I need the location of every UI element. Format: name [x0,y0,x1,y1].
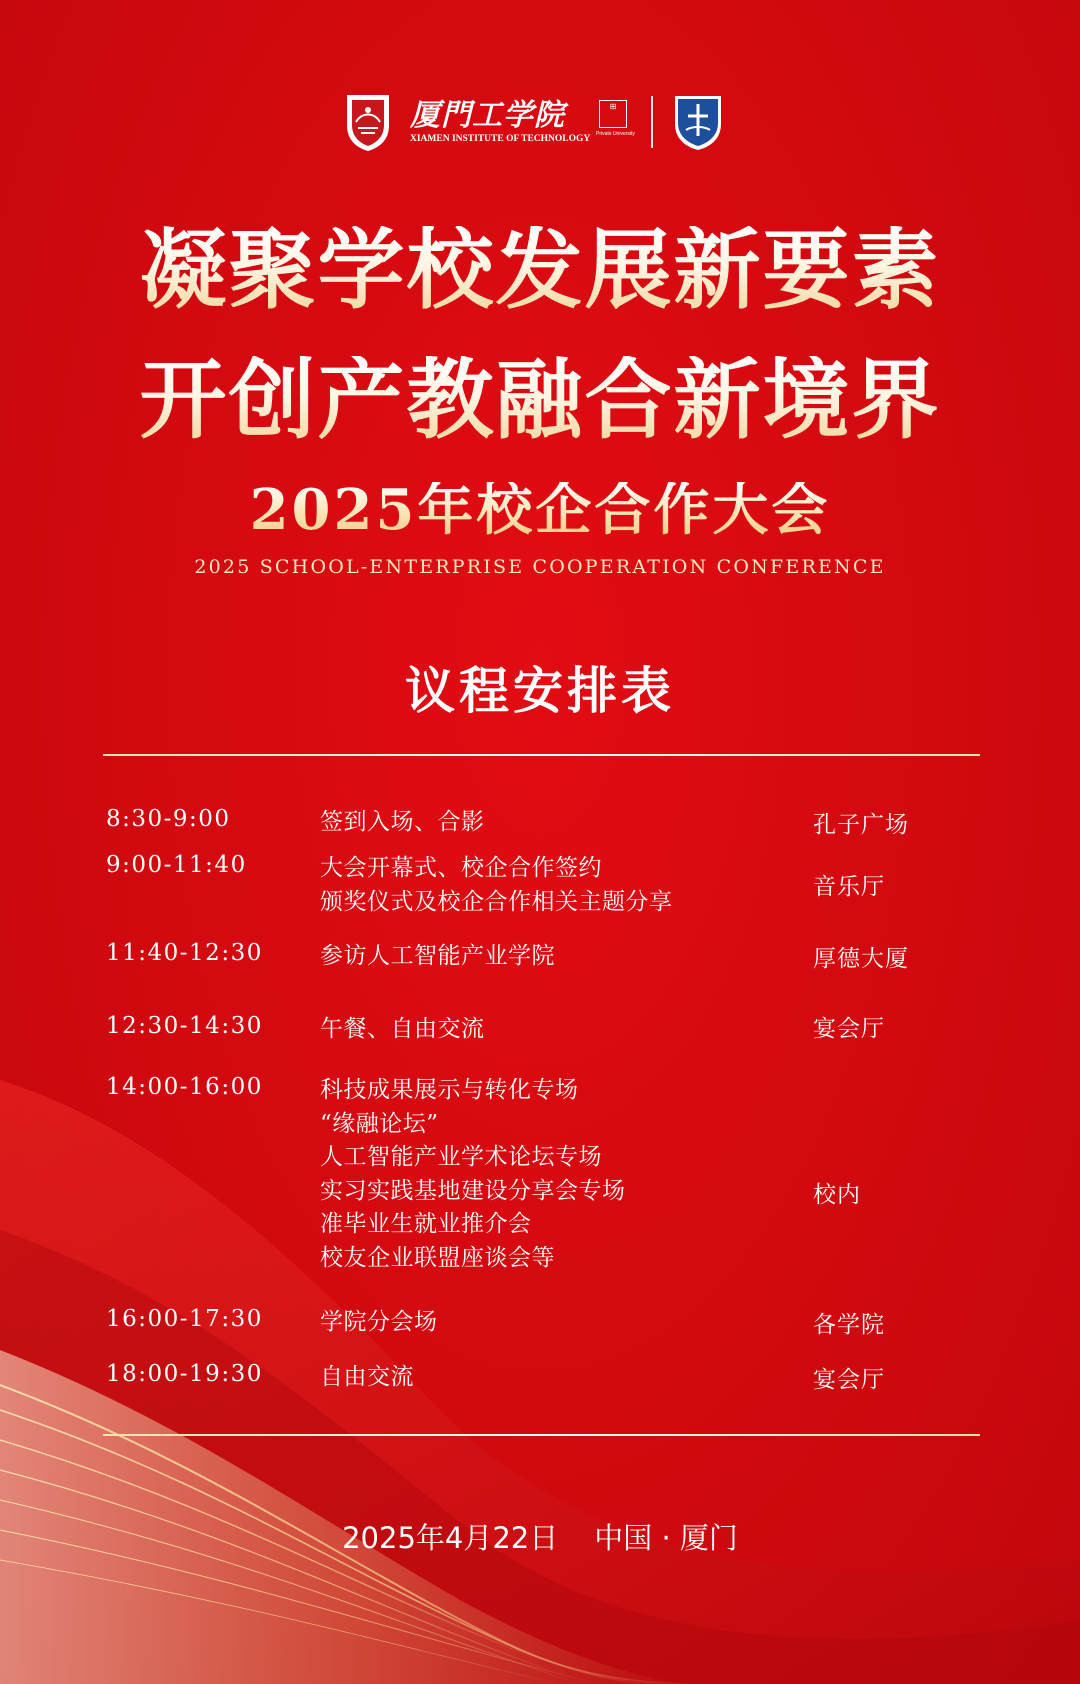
agenda-venue: 厚德大厦 [813,946,909,972]
school-emblem-icon [344,92,392,152]
agenda-time: 8:30-9:00 [106,806,231,832]
school-name-en: XIAMEN INSTITUTE OF TECHNOLOGY [410,134,591,144]
agenda-items [320,1306,438,1340]
agenda-venue: 音乐厅 [813,874,885,900]
agenda-items [320,1013,485,1047]
agenda-venue: 孔子广场 [813,812,909,838]
agenda-item: 自由交流 [320,1364,414,1390]
agenda-item: 大会开幕式、校企合作签约 [320,855,602,881]
agenda-venue: 校内 [813,1182,861,1208]
agenda-venue: 宴会厅 [813,1367,885,1393]
agenda-top-divider [103,754,980,756]
agenda-item: 人工智能产业学术论坛专场 [320,1144,602,1170]
private-university-mark [596,100,635,150]
agenda-item: 颁奖仪式及校企合作相关主题分享 [320,888,673,915]
agenda-bottom-divider [103,1434,980,1436]
agenda-venue: 各学院 [813,1312,885,1338]
agenda-items [320,1074,626,1275]
logo-divider [651,96,653,148]
agenda-item: 午餐、自由交流 [320,1016,485,1042]
school-name: 厦門工学院 [410,98,565,133]
headline-line-1: 凝聚学校发展新要素 [0,226,1080,313]
agenda-time: 12:30-14:30 [106,1013,263,1039]
agenda-items [320,940,555,974]
headline-line-2: 开创产教融合新境界 [0,356,1080,443]
agenda-time: 9:00-11:40 [106,852,247,878]
private-label: Private University [596,131,635,137]
agenda-item: 实习实践基地建设分享会专场 [320,1177,626,1204]
private-seal-icon: ⊞ [599,100,627,128]
agenda-items [320,806,485,840]
agenda-time: 14:00-16:00 [106,1074,263,1100]
agenda-title: 议程安排表 [405,661,675,720]
agenda-item: “缘融论坛” [320,1110,439,1137]
agenda-item: 签到入场、合影 [320,809,485,835]
agenda-time: 18:00-19:30 [106,1361,263,1387]
conference-title: 2025年校企合作大会 [0,482,1080,538]
agenda-item: 科技成果展示与转化专场 [320,1077,579,1103]
agenda-item: 学院分会场 [320,1309,438,1335]
agenda-items [320,852,673,919]
event-date: 2025年4月22日 [342,1521,559,1555]
agenda-venue: 宴会厅 [813,1016,885,1042]
agenda-item: 准毕业生就业推介会 [320,1211,532,1237]
partner-shield-icon [672,92,724,152]
agenda-items [320,1361,414,1395]
agenda-item: 校友企业联盟座谈会等 [320,1244,555,1271]
agenda-time: 11:40-12:30 [106,940,263,966]
conference-subtitle: 2025 SCHOOL-ENTERPRISE COOPERATION CONFERENCE [194,556,886,578]
logo-bar [344,90,736,156]
event-date-location [0,1516,1080,1557]
agenda-time: 16:00-17:30 [106,1306,263,1332]
event-location: 中国 · 厦门 [594,1521,738,1555]
agenda-item: 参访人工智能产业学院 [320,943,555,969]
